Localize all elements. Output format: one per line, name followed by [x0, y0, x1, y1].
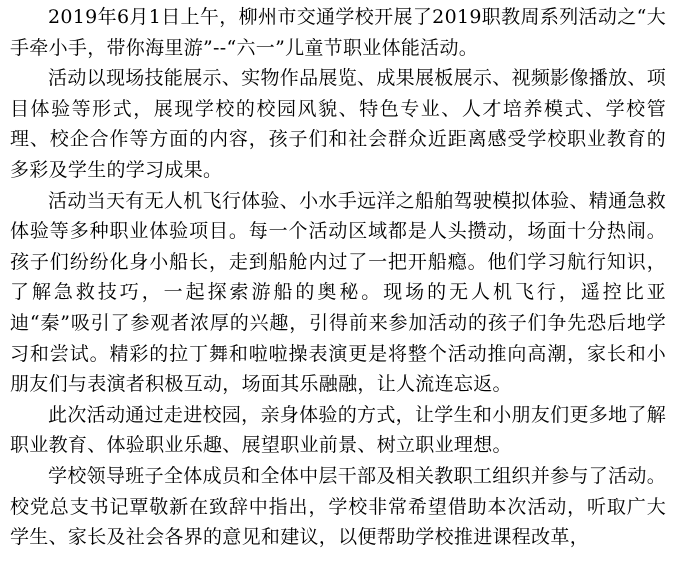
paragraph-leadership: 学校领导班子全体成员和全体中层干部及相关教职工组织并参与了活动。校党总支书记覃敬新在致辞中指出，学校非常希望借助本次活动，听取广大学生、家长及社会各界的意见和建议，以便帮助学校推进课程改革，: [10, 464, 666, 549]
paragraph-activity-day: 活动当天有无人机飞行体验、小水手远洋之船舶驾驶模拟体验、精通急救体验等多种职业体验项目。每一个活动区域都是人头攒动，场面十分热闹。孩子们纷纷化身小船长，走到船舱内过了一把开船瘾。他们学习航行知识，了解急救技巧，一起探索游船的奥秘。现场的无人机飞行，遥控比亚迪“秦”吸引了参观者浓厚的兴趣，引得前来参加活动的孩子们争先恐后地学习和尝试。精彩的拉丁舞和啦啦操表演更是将整个活动推向高潮，家长和小朋友们与表演者积极互动，场面其乐融融，让人流连忘返。: [10, 189, 666, 396]
document-body: [10, 0, 666, 553]
paragraph-purpose: 此次活动通过走进校园，亲身体验的方式，让学生和小朋友们更多地了解职业教育、体验职业乐趣、展望职业前景、树立职业理想。: [10, 403, 666, 457]
paragraph-intro: 2019年6月1日上午，柳州市交通学校开展了2019职教周系列活动之“大手牵小手，带你海里游”--“六一”儿童节职业体能活动。: [10, 6, 666, 59]
paragraph-activity-forms: 活动以现场技能展示、实物作品展览、成果展板展示、视频影像播放、项目体验等形式，展现学校的校园风貌、特色专业、人才培养模式、学校管理、校企合作等方面的内容，孩子们和社会群众近距离感受学校职业教育的多彩及学生的学习成果。: [10, 67, 666, 181]
